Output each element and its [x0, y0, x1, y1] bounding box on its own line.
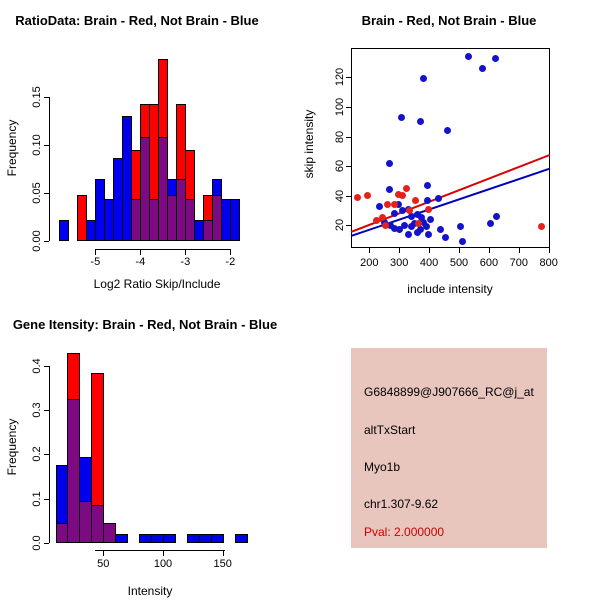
- y-axis-line: [49, 97, 50, 241]
- histogram-bar: [115, 534, 128, 543]
- scatter-point: [376, 203, 383, 210]
- y-axis-tick: [44, 499, 49, 500]
- gene-info-panel: [351, 348, 547, 548]
- scatter-point: [424, 182, 431, 189]
- y-axis-tick: [346, 166, 351, 167]
- scatter-point: [493, 213, 500, 220]
- y-axis-tick: [346, 137, 351, 138]
- y-tick-label: 120: [334, 68, 346, 87]
- x-tick-label: 400: [419, 257, 439, 269]
- gene-symbol-text: Myo1b: [364, 460, 401, 474]
- scatter-point: [401, 222, 408, 229]
- scatter-point: [405, 231, 412, 238]
- x-tick-label: -4: [135, 256, 146, 268]
- scatter-point: [479, 65, 486, 72]
- x-tick-label: 150: [213, 558, 232, 570]
- locus-text: chr1.307-9.62: [364, 497, 439, 511]
- y-tick-label: 80: [334, 130, 346, 143]
- y-axis-tick: [44, 410, 49, 411]
- histogram-bar: [230, 199, 240, 241]
- gene-hist-xlabel: Intensity: [127, 584, 173, 598]
- x-tick-label: 700: [509, 257, 528, 269]
- x-axis-tick: [429, 248, 430, 253]
- x-tick-label: 50: [97, 558, 110, 570]
- y-axis-tick: [346, 107, 351, 108]
- gene-hist-title: Gene Itensity: Brain - Red, Not Brain - Blue: [12, 317, 278, 332]
- x-axis-tick: [185, 249, 186, 255]
- y-tick-label: 0.2: [31, 446, 43, 462]
- y-tick-label: 0.00: [31, 230, 43, 252]
- y-axis-tick: [44, 145, 49, 146]
- y-tick-label: 0.4: [31, 358, 43, 374]
- x-axis-tick: [223, 550, 224, 556]
- gene-hist-ylabel: Frequency: [5, 418, 19, 476]
- scatter-point: [435, 195, 442, 202]
- pval-text: Pval: 2.000000: [364, 525, 445, 539]
- x-axis-tick: [103, 550, 104, 556]
- scatter-point: [406, 207, 413, 214]
- scatter-point: [386, 160, 393, 167]
- y-tick-label: 0.3: [31, 402, 43, 418]
- y-tick-label: 0.0: [31, 535, 43, 551]
- histogram-bar: [235, 534, 248, 543]
- histogram-bar: [59, 220, 69, 241]
- scatter-point: [415, 220, 422, 227]
- y-axis-tick: [346, 196, 351, 197]
- scatter-point: [492, 55, 499, 62]
- scatter-point: [364, 192, 371, 199]
- scatter-point: [423, 223, 430, 230]
- y-axis-tick: [44, 193, 49, 194]
- y-axis-tick: [346, 225, 351, 226]
- scatter-xlabel: include intensity: [407, 282, 493, 296]
- scatter-point: [391, 201, 398, 208]
- y-tick-label: 20: [334, 219, 346, 232]
- y-tick-label: 0.10: [31, 134, 43, 156]
- x-axis-tick: [230, 249, 231, 255]
- y-axis-tick: [44, 366, 49, 367]
- x-axis-tick: [519, 248, 520, 253]
- x-tick-label: 300: [390, 257, 409, 269]
- scatter-ylabel: skip intensity: [302, 109, 316, 179]
- x-tick-label: -3: [180, 256, 191, 268]
- y-axis-line: [49, 366, 50, 543]
- x-tick-label: 500: [449, 257, 469, 269]
- x-axis-tick: [95, 249, 96, 255]
- ratio-hist-title: RatioData: Brain - Red, Not Brain - Blue: [15, 13, 259, 28]
- y-tick-label: 60: [334, 159, 346, 173]
- y-axis-tick: [44, 97, 49, 98]
- scatter-point: [425, 206, 432, 213]
- x-tick-label: -5: [90, 256, 101, 268]
- y-tick-label: 100: [334, 97, 346, 117]
- ratio-hist-xlabel: Log2 Ratio Skip/Include: [93, 277, 221, 291]
- x-tick-label: 600: [479, 257, 499, 269]
- scatter-point: [427, 216, 434, 223]
- x-tick-label: -2: [225, 256, 236, 268]
- y-axis-tick: [346, 77, 351, 78]
- scatter-point: [465, 53, 472, 60]
- y-tick-label: 40: [334, 189, 346, 202]
- x-axis-tick: [459, 248, 460, 253]
- x-tick-label: 200: [360, 257, 379, 269]
- scatter-point: [424, 197, 431, 204]
- histogram-bar: [163, 534, 176, 543]
- y-tick-label: 0.15: [31, 86, 43, 109]
- y-axis-tick: [44, 241, 49, 242]
- scatter-point: [398, 114, 405, 121]
- x-tick-label: 800: [539, 257, 558, 269]
- x-axis-line: [95, 550, 225, 551]
- x-axis-tick: [140, 249, 141, 255]
- scatter-point: [459, 238, 466, 245]
- y-axis-tick: [44, 454, 49, 455]
- x-axis-line: [95, 249, 231, 250]
- scatter-point: [425, 231, 432, 238]
- ratio-hist-ylabel: Frequency: [5, 119, 19, 177]
- scatter-point: [382, 222, 389, 229]
- x-axis-tick: [369, 248, 370, 253]
- x-axis-tick: [163, 550, 164, 556]
- x-axis-tick: [489, 248, 490, 253]
- histogram-bar: [211, 534, 224, 543]
- x-tick-label: 100: [153, 558, 173, 570]
- x-axis-tick: [549, 248, 550, 253]
- scatter-point: [442, 234, 449, 241]
- scatter-title: Brain - Red, Not Brain - Blue: [361, 13, 537, 28]
- y-tick-label: 0.05: [31, 182, 43, 204]
- scatter-point: [412, 197, 419, 204]
- scatter-point: [538, 223, 545, 230]
- event-type-text: altTxStart: [364, 423, 416, 437]
- x-axis-tick: [399, 248, 400, 253]
- y-tick-label: 0.1: [31, 490, 43, 507]
- probe-id-text: G6848899@J907666_RC@j_at: [364, 385, 534, 399]
- scatter-point: [354, 194, 361, 201]
- y-axis-tick: [44, 543, 49, 544]
